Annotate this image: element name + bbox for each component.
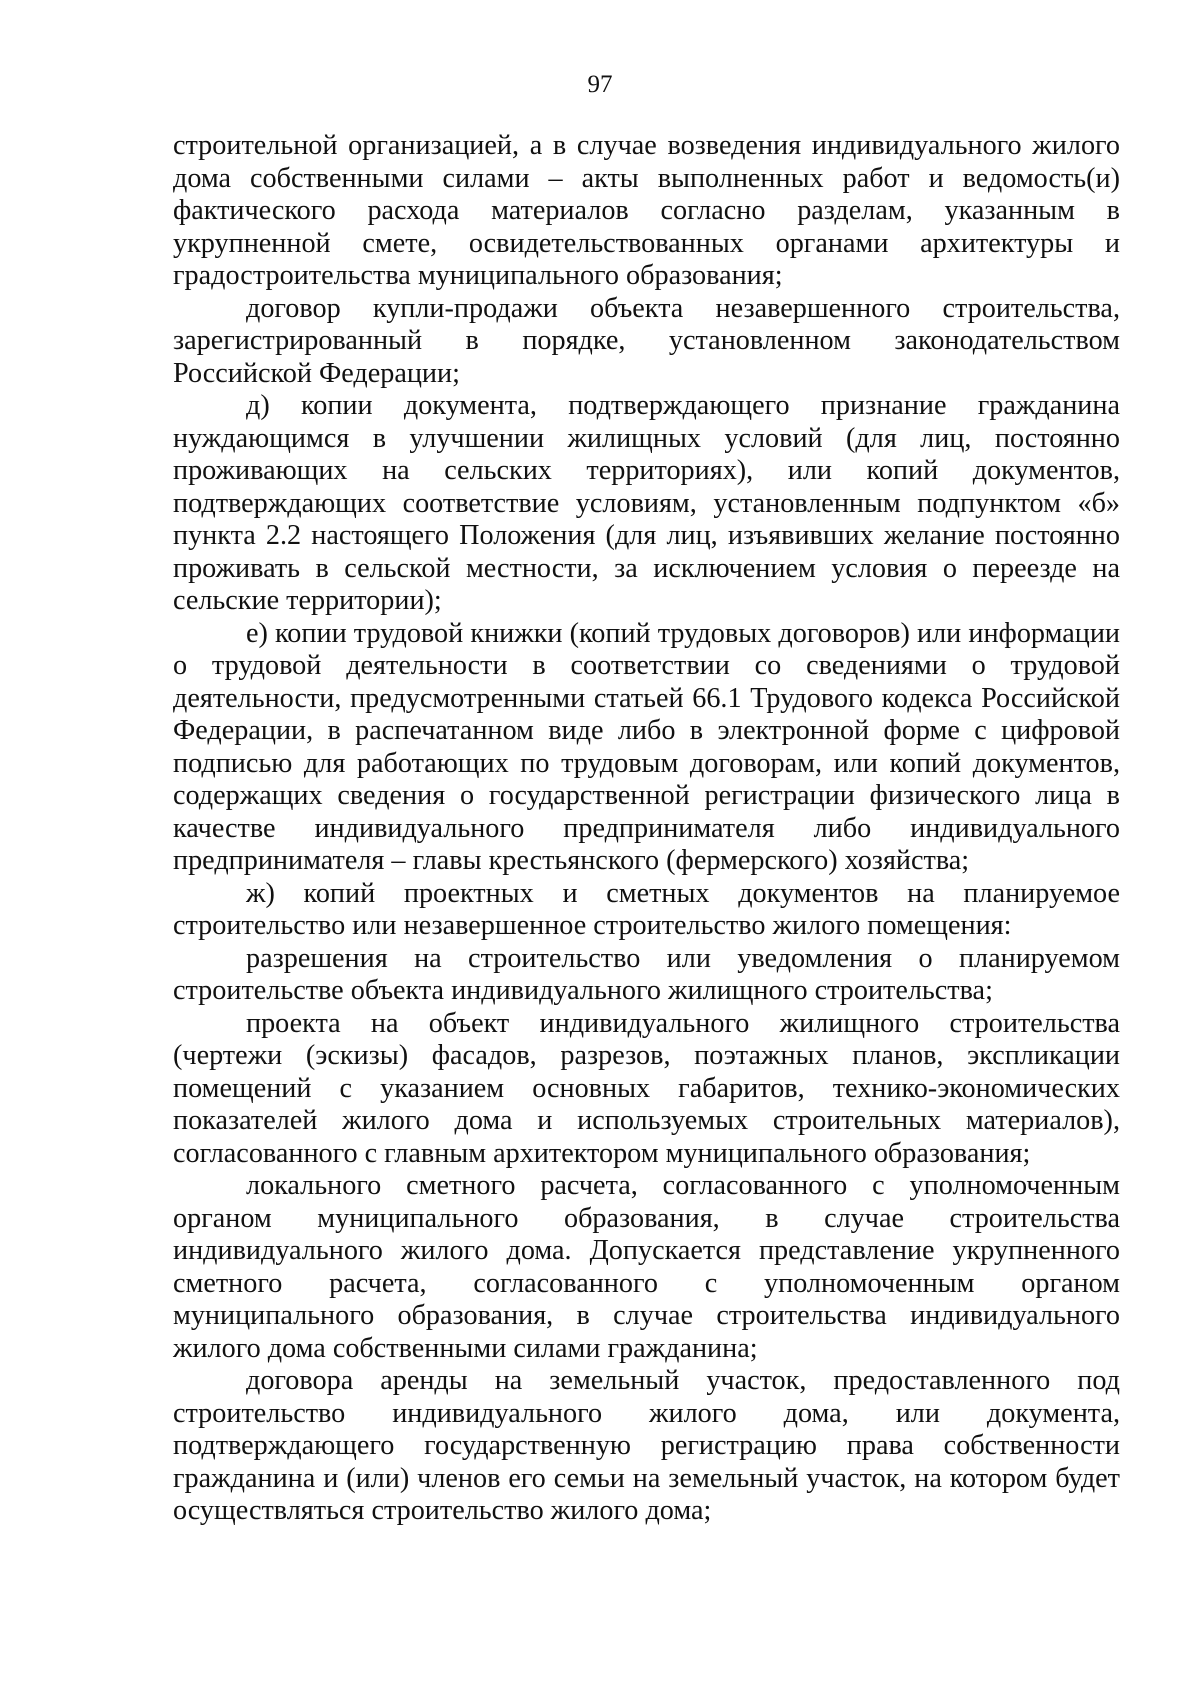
paragraph-project: проекта на объект индивидуального жилищного строительства (чертежи (эскизы) фасадов, разрезов, поэтажных планов, экспликации помещений с указанием основных габаритов, технико-экономических показателей жилого дома и используемых строительных материалов), согласованного с главным архитектором муниципального образования; [173, 1007, 1120, 1169]
paragraph-land-lease: договора аренды на земельный участок, предоставленного под строительство индивидуального жилого дома, или документа, подтверждающего государственную регистрацию права собственности гражданина и (или) членов его семьи на земельный участок, на котором будет осуществляться строительство жилого дома; [173, 1365, 1120, 1526]
paragraph-item-e: е) копии трудовой книжки (копий трудовых договоров) или информации о трудовой деятельности в соответствии со сведениями о трудовой деятельности, предусмотренными статьей 66.1 Трудового кодекса Российской Федерации, в распечатанном виде либо в электронной форме с цифровой подписью для работающих по трудовым договорам, или копий документов, содержащих сведения о государственной регистрации физического лица в качестве индивидуального предпринимателя либо индивидуального предпринимателя – главы крестьянского (фермерского) хозяйства; [173, 617, 1120, 876]
paragraph-item-d: д) копии документа, подтверждающего признание гражданина нуждающимся в улучшении жилищных условий (для лиц, постоянно проживающих на сельских территориях), или копий документов, подтверждающих соответствие условиям, установленным подпунктом «б» пункта 2.2 настоящего Положения (для лиц, изъявивших желание постоянно проживать в сельской местности, за исключением условия о переезде на сельские территории); [173, 390, 1120, 616]
paragraph-continuation: строительной организацией, а в случае возведения индивидуального жилого дома собственными силами – акты выполненных работ и ведомость(и) фактического расхода материалов согласно разделам, указанным в укрупненной смете, освидетельствованных органами архитектуры и градостроительства муниципального образования; [173, 130, 1120, 291]
paragraph-estimate: локального сметного расчета, согласованного с уполномоченным органом муниципального образования, в случае строительства индивидуального жилого дома. Допускается представление укрупненного сметного расчета, согласованного с уполномоченным органом муниципального образования, в случае строительства индивидуального жилого дома собственными силами гражданина; [173, 1170, 1120, 1364]
page-number: 97 [587, 71, 613, 98]
document-body [173, 130, 1120, 1528]
paragraph-sale-contract: договор купли-продажи объекта незавершенного строительства, зарегистрированный в порядке, установленном законодательством Российской Федерации; [173, 292, 1120, 389]
paragraph-building-permit: разрешения на строительство или уведомления о планируемом строительстве объекта индивидуального жилищного строительства; [173, 942, 1120, 1006]
paragraph-item-zh: ж) копий проектных и сметных документов на планируемое строительство или незавершенное строительство жилого помещения: [173, 877, 1120, 941]
